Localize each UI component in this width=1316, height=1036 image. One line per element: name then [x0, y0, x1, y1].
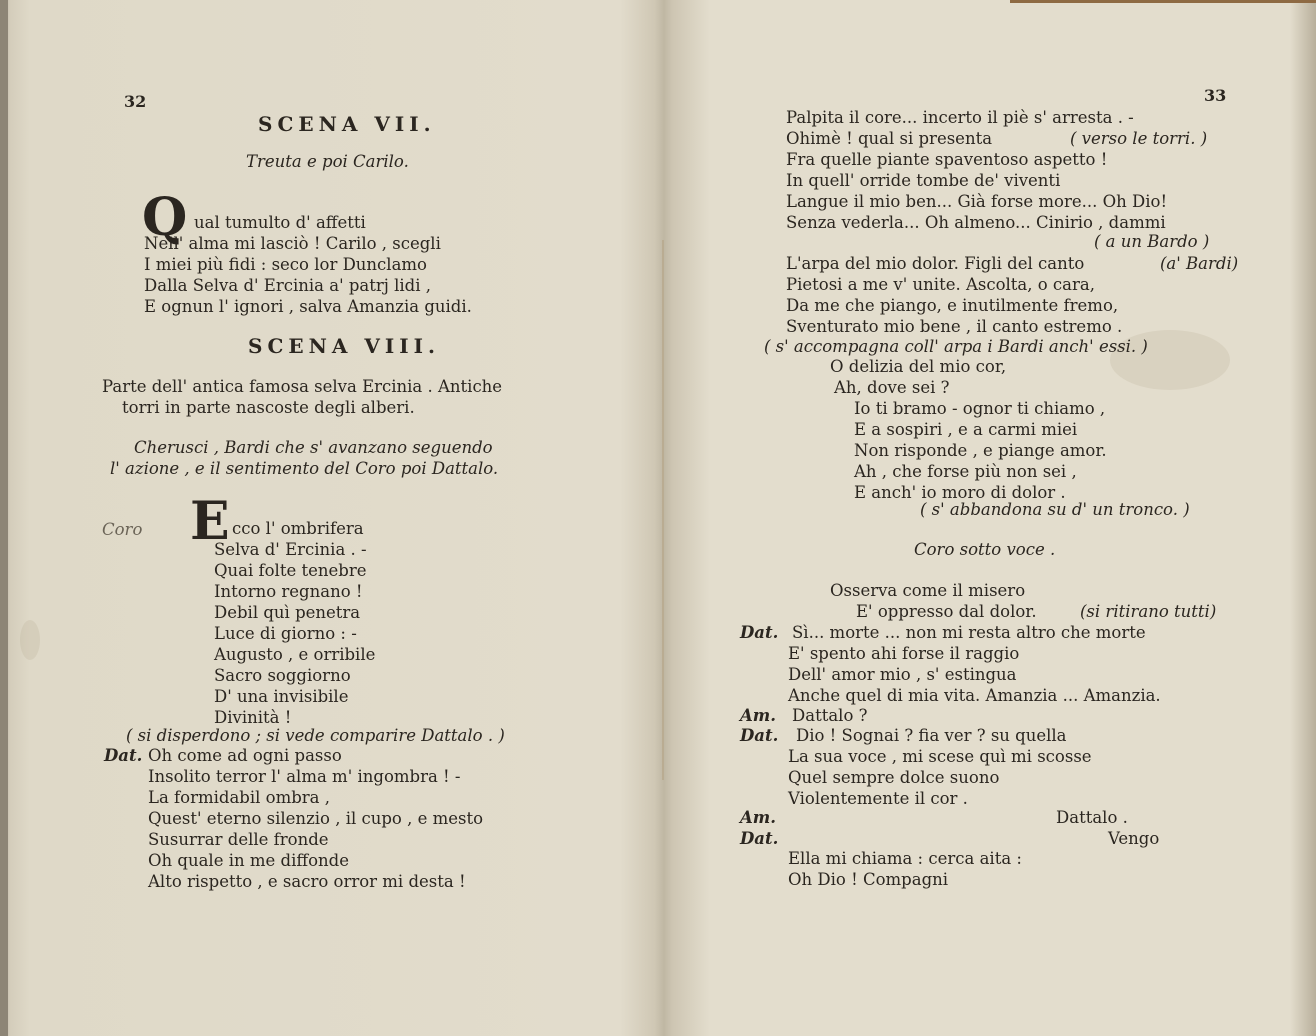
verse-line: Dattalo ?: [792, 706, 868, 725]
verse-line: D' una invisibile: [214, 687, 349, 706]
verse-line: Oh come ad ogni passo: [148, 746, 342, 765]
verse-line: Nell' alma mi lasciò ! Carilo , scegli: [144, 234, 441, 253]
chorus-heading: Coro sotto voce .: [914, 540, 1056, 559]
song-line: Io ti bramo - ognor ti chiamo ,: [854, 399, 1106, 418]
song-line: E anch' io moro di dolor .: [854, 483, 1066, 502]
verse-line: Divinità !: [214, 708, 292, 727]
stage-direction: ( s' abbandona su d' un tronco. ): [920, 500, 1190, 519]
speaker-label: Coro: [102, 520, 143, 539]
speaker-label: Am.: [740, 706, 777, 725]
verse-line: E' spento ahi forse il raggio: [788, 644, 1020, 663]
verse-line: Augusto , e orribile: [214, 645, 376, 664]
song-line: O delizia del mio cor,: [830, 357, 1007, 376]
stage-direction: ( s' accompagna coll' arpa i Bardi anch' essi. ): [764, 337, 1148, 356]
verse-line: Selva d' Ercinia . -: [214, 540, 367, 559]
scene-title: SCENA VIII.: [248, 334, 440, 358]
verse-line: Dell' amor mio , s' estingua: [788, 665, 1017, 684]
scene-title: SCENA VII.: [258, 112, 436, 136]
verse-line: Dio ! Sognai ? fia ver ? su quella: [796, 726, 1067, 745]
verse-line: cco l' ombrifera: [232, 519, 364, 538]
verse-line: Langue il mio ben... Già forse more... Oh Dio!: [786, 192, 1168, 211]
verse-line: La sua voce , mi scese quì mi scosse: [788, 747, 1092, 766]
page-stain: [20, 620, 40, 660]
speaker-label: Am.: [740, 808, 777, 827]
verse-line: Quai folte tenebre: [214, 561, 367, 580]
verse-line: Ohimè ! qual si presenta: [786, 129, 993, 148]
stage-direction: ( verso le torri. ): [1070, 129, 1208, 148]
verse-line: I miei più fidi : seco lor Dunclamo: [144, 255, 427, 274]
speaker-label: Dat.: [740, 623, 779, 642]
verse-line: Da me che piango, e inutilmente fremo,: [786, 296, 1119, 315]
verse-line: Sacro soggiorno: [214, 666, 351, 685]
speaker-label: Dat.: [740, 726, 779, 745]
verse-line: Quest' eterno silenzio , il cupo , e mesto: [148, 809, 484, 828]
page-number: 32: [124, 92, 147, 111]
book-edge-left: [0, 0, 8, 1036]
verse-line: Anche quel di mia vita. Amanzia ... Amanzia.: [788, 686, 1161, 705]
song-line: E a sospiri , e a carmi miei: [854, 420, 1078, 439]
stage-direction: (a' Bardi): [1160, 254, 1239, 273]
drop-cap: Q: [142, 187, 188, 248]
characters-line: l' azione , e il sentimento del Coro poi Dattalo.: [110, 459, 499, 478]
song-line: Ah , che forse più non sei ,: [854, 462, 1077, 481]
speaker-label: Dat.: [740, 829, 779, 848]
song-line: Ah, dove sei ?: [834, 378, 950, 397]
verse-line: Fra quelle piante spaventoso aspetto !: [786, 150, 1108, 169]
verse-line: Sventurato mio bene , il canto estremo .: [786, 317, 1123, 336]
verse-line: Palpita il core... incerto il piè s' arresta . -: [786, 108, 1134, 127]
verse-line: Debil quì penetra: [214, 603, 361, 622]
verse-line: Oh Dio ! Compagni: [788, 870, 949, 889]
verse-line: ual tumulto d' affetti: [194, 213, 366, 232]
book-edge-top: [1010, 0, 1316, 3]
verse-line: Alto rispetto , e sacro orror mi desta !: [148, 872, 466, 891]
verse-line: Dalla Selva d' Ercinia a' patrj lidi ,: [144, 276, 432, 295]
verse-line: Senza vederla... Oh almeno... Cinirio , dammi: [786, 213, 1166, 232]
verse-line: Ella mi chiama : cerca aita :: [788, 849, 1022, 868]
verse-line: In quell' orride tombe de' viventi: [786, 171, 1061, 190]
speaker-label: Dat.: [104, 746, 143, 765]
song-line: Non risponde , e piange amor.: [854, 441, 1107, 460]
verse-line: Insolito terror l' alma m' ingombra ! -: [148, 767, 461, 786]
stage-direction: ( a un Bardo ): [1094, 232, 1210, 251]
verse-line: Sì... morte ... non mi resta altro che morte: [792, 623, 1146, 642]
book-spine: [662, 240, 664, 780]
setting-line: torri in parte nascoste degli alberi.: [122, 398, 415, 417]
setting-line: Parte dell' antica famosa selva Ercinia . Antiche: [102, 377, 503, 396]
verse-line: Susurrar delle fronde: [148, 830, 329, 849]
verse-line: Dattalo .: [1056, 808, 1128, 827]
verse-line: La formidabil ombra ,: [148, 788, 331, 807]
verse-line: Violentemente il cor .: [788, 789, 968, 808]
stage-direction: ( si disperdono ; si vede comparire Dattalo . ): [126, 726, 505, 745]
verse-line: Pietosi a me v' unite. Ascolta, o cara,: [786, 275, 1095, 294]
verse-line: Vengo: [1108, 829, 1160, 848]
verse-line: Oh quale in me diffonde: [148, 851, 349, 870]
verse-line: E ognun l' ignori , salva Amanzia guidi.: [144, 297, 472, 316]
verse-line: Quel sempre dolce suono: [788, 768, 1000, 787]
verse-line: L'arpa del mio dolor. Figli del canto: [786, 254, 1085, 273]
verse-line: Intorno regnano !: [214, 582, 363, 601]
drop-cap: E: [190, 491, 230, 552]
page-number: 33: [1204, 86, 1227, 105]
scene-subtitle: Treuta e poi Carilo.: [246, 152, 409, 171]
characters-line: Cherusci , Bardi che s' avanzano seguendo: [134, 438, 493, 457]
verse-line: Luce di giorno : -: [214, 624, 357, 643]
verse-line: E' oppresso dal dolor.: [856, 602, 1037, 621]
verse-line: Osserva come il misero: [830, 581, 1026, 600]
stage-direction: (si ritirano tutti): [1080, 602, 1217, 621]
